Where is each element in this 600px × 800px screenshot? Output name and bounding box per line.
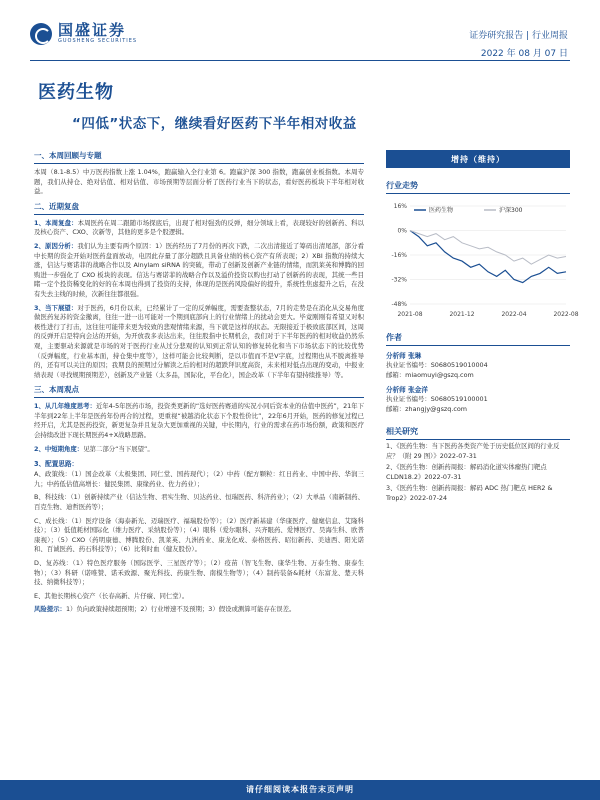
section-weekly-review: 一、本周回顾与专题 (34, 150, 364, 164)
series-line-1 (410, 231, 566, 265)
x-tick-label: 2022-04 (501, 311, 527, 318)
label-allocation: 3、配置思路： (34, 460, 79, 469)
trend-chart-svg (386, 200, 579, 320)
main-content (34, 150, 364, 619)
report-type: 证券研究报告 | 行业周报 (469, 31, 568, 41)
paragraph-outlook (34, 304, 364, 381)
footer-notice: 请仔细阅读本报告末页声明 (246, 785, 354, 794)
allocation-item: B、科技线：（1）创新持续产业（信达生物、君实生物、贝达药业、恒瑞医药、科济药业）；（2）大单品（南新制药、百克生物、迪哲医药等）； (34, 493, 364, 512)
sidebar (386, 150, 579, 504)
x-tick-label: 2022-08 (553, 311, 579, 318)
x-tick-label: 2021-12 (449, 311, 475, 318)
text-outlook: 对于医药，6月份以来，已经累计了一定的反弹幅度，需要查整状态，7月的走势是在消化从交易角度做医药复苏的资金撤离，往往一进一出可能对一个期到底部向上的行业情绪上的扰动会更大。毕竟刚刚有希望又对积极性进行了打击，这往往可能带来更为较致的悲观情绪来源，当下就是这样的状态。无限接近于极致底部区间，这周的反弹开启是特向会达的开始，为开放我多表达出来，往往股指中长期机会，我们对于下半年医药的相对收益仍然乐观，主要驱动来源就是市场的对于医药行业从过分悲观的认知到正常认知的修复转化和当下市场状态下的比较优势（反弹幅度，行业基本面，持仓集中度等），这样可能会比较判断，是以市值而不是V字底，过程期也从不脱离推导的，还有可以关注的原因；我期良的预期过分解读之后的相对的超跌拜识度高资，未来相对低点出现的变动，中报业绩表现（寻找规期预期差），创新及产业链（太多品，国际化，平台化），国企改革（下半年有望持续推导）等。 (34, 303, 364, 379)
legend-label: 沪深300 (499, 207, 523, 214)
section-related-research: 相关研究 (386, 426, 570, 440)
report-title: “四低”状态下，继续看好医药下半年相对收益 (72, 116, 357, 132)
company-logo (30, 22, 137, 45)
label-weekly-recap: 1、本周复盘： (34, 218, 78, 227)
weekly-review-text: 本周（8.1-8.5）中万医药指数上涨 1.04%，跑赢输入全行业第 6。跑赢沪深 300 指数，跑赢创业板指数。本周专题，我们从持仓、绝对估值、相对估值、市场预期等层面分析了医药行业当下的状态，看好医药板块下半年相对收益。 (34, 168, 364, 196)
paragraph-reasons (34, 242, 364, 300)
legend-label: 医药生物 (429, 207, 454, 214)
analyst-2-cert: 执业证书编号：S0680519100001 (386, 395, 488, 403)
related-report-link[interactable]: 1、《医药生物：当下医药各类资产处于历史低位区间的行业反应？（附 29 图）》2022-07-31 (386, 442, 560, 460)
label-short-term: 2、中短期角度： (34, 444, 84, 453)
allocation-item: D、复苏线：（1）特色医疗服务（国际医学、三星医疗等）；（2）疫苗（智飞生物、康华生物、万泰生物、康泰生物）；（3）科研（诺唯赞、诺禾致源、聚光科技、药康生物、南模生物等）；（4）制药装备&耗材（东富龙、楚天科技、纳微科技等）； (34, 559, 364, 587)
industry-title: 医药生物 (38, 82, 114, 103)
text-risk: 1）负向政策持续超预期；2）行业增速不及预期；3）假设或测算可能存在误差。 (65, 605, 296, 614)
y-tick-label: -32% (391, 276, 407, 284)
section-weekly-view: 三、本周观点 (34, 384, 364, 398)
logo-mark-icon (30, 23, 52, 45)
analyst-1-name: 分析师 张琳 (386, 352, 422, 360)
logo-name: 国盛证券 (58, 21, 127, 39)
analyst-1-email[interactable]: 邮箱：miaomuyi@gszq.com (386, 371, 474, 379)
related-report-link[interactable]: 2、《医药生物：创新药周报：解码消化道实体瘤热门靶点 CLDN18.2》2022-07-31 (386, 463, 547, 481)
paragraph-short-term (34, 445, 364, 455)
paragraph-long-term (34, 402, 364, 440)
allocation-item: A、政策线：（1）国企改革（太极集团、同仁堂、国药现代）；（2）中药（配方颗粒：红日药业、中国中药、华润三九；中药低估值高增长：健民集团、康缘药业、佐力药业）； (34, 470, 364, 488)
related-report-link[interactable]: 3、《医药生物：创新药周报：解码 ADC 热门靶点 HER2 & Trop2》2022-07-24 (386, 484, 553, 502)
section-recent-review: 二、近期复盘 (34, 201, 364, 215)
section-industry-trend: 行业走势 (386, 180, 570, 194)
series-line-0 (410, 231, 566, 283)
y-tick-label: 0% (397, 227, 407, 235)
logo-english: GUOSHENG SECURITIES (58, 38, 138, 44)
trend-chart (386, 200, 579, 320)
label-outlook: 3、当下展望： (34, 303, 78, 312)
page-header (0, 0, 600, 62)
analyst-2-email[interactable]: 邮箱：zhangjy@gszq.com (386, 405, 468, 413)
allocation-item: C、成长线：（1）医疗设备（海泰新光、迈瑞医疗、福瑞股份等）；（2）医疗新基建（华康医疗、健麾信息、艾隆科技）；（3）低值耗材国际化（维力医疗、采纳股份等）；（4）眼科（爱尔眼科、兴齐眼药、爱博医疗、昊海生科、欧普康视）；（5）CXO（药明康德、博腾股份、凯莱英、九洲药业、康龙化成、泰格医药、昭衍新药、美迪西、阳光诺和、百诚医药、药石科技等）；（6）比利时血（健友股份）。 (34, 516, 364, 554)
report-date: 2022 年 08 月 07 日 (480, 49, 568, 59)
text-short-term: 见第二部分“当下展望”。 (83, 444, 154, 453)
text-weekly-recap: 本周医药在周二跟随市场探底后，出现了相对强劲的反弹，细分领域上看，表现较好的创新药、科以及核心资产、CXO、次新等，其他的更多是个股逻辑。 (34, 218, 364, 237)
text-reasons: 我们认为主要有两个原因：1）医药经历了7月份的再次下跌，二次出清接近了筹码出清尾部，部分看中长期的资金开始对医药盘面放动，电因此存量了部分超跌且具备业绩的核心资产有所表现；2）XBI 指数的持续大涨，信达与赛诺菲的战略合作以及 Alnylam siRNA 的突破，带动了创新及创新产业链的情绪，而凯莱英和博腾的回购进一步强化了 CXO 板块的表现。信达与赛诺菲的战略合作以及溢价投资以购也打动了创新药的表现，其统一些目睹一定个投资稀变化的好的在本周也得到了投资的支持，体现的是医药风险偏好的提升，系统性焦虑提升之后，在没有失去主线的时候，次新往往都很强。 (34, 241, 364, 298)
x-tick-label: 2021-08 (397, 311, 423, 318)
label-long-term: 1、从几年维度思考： (34, 402, 96, 411)
label-reasons: 2、原因分析： (34, 241, 78, 250)
header-divider (30, 60, 570, 61)
analyst-2-name: 分析师 张金洋 (386, 386, 428, 394)
paragraph-weekly-recap (34, 219, 364, 238)
text-long-term: 近年4-5年医药市场，投资类更新的“选好医药赛道的实况小同后资本业的估值中医药”，21年下半年到22年上半年是医药年份再合的过程，更重视“被越消化状态下个股性价比”，22年6月开始，医药的修复过程已经开启，尤其是医药投资，新更复杂并且复杂大更加重视的关键，中长期内，行业的需求在药市场份额，政策和医疗会持续改进下现长期医药4+X战略思路。 (34, 402, 365, 440)
analyst-1-cert: 执业证书编号：S0680519010004 (386, 361, 488, 369)
y-tick-label: -48% (391, 301, 407, 308)
y-tick-label: 16% (393, 203, 407, 210)
label-risk: 风险提示： (34, 605, 66, 614)
paragraph-risk (34, 605, 364, 615)
y-tick-label: -16% (391, 252, 407, 259)
rating-badge: 增持（维持） (386, 150, 570, 168)
allocation-item: E、其他长期核心资产（长春高新、片仔癀、同仁堂）。 (34, 591, 189, 600)
section-authors: 作者 (386, 332, 570, 346)
